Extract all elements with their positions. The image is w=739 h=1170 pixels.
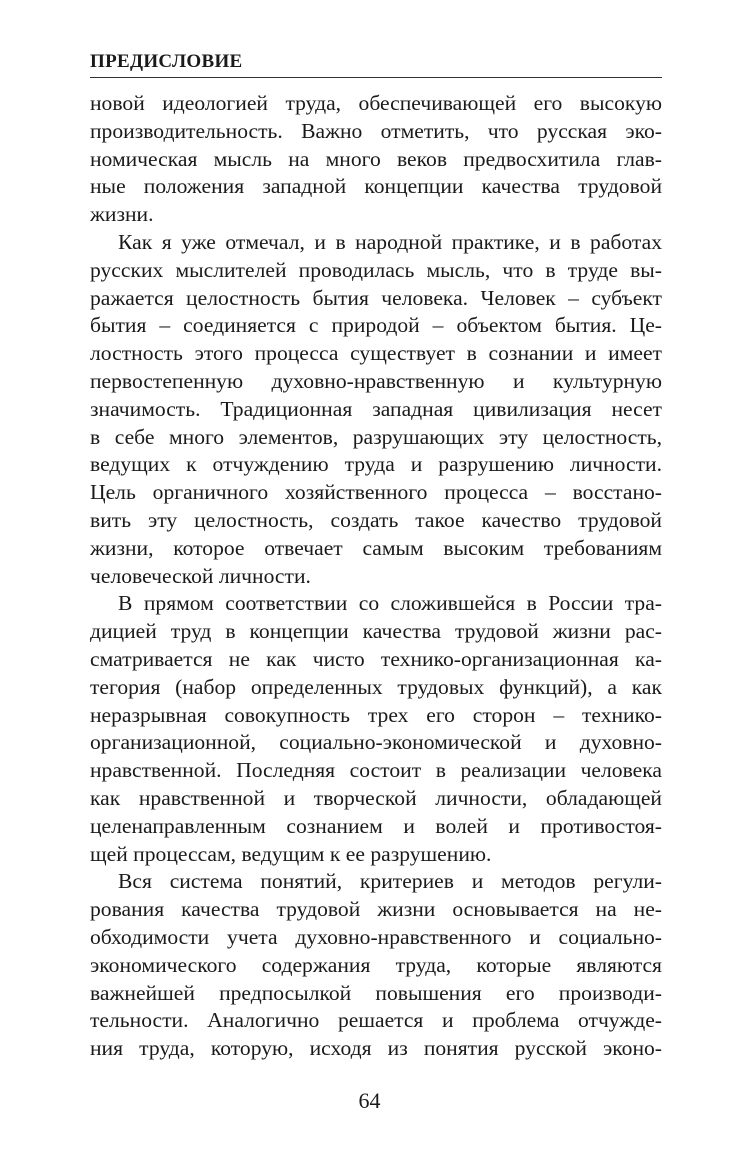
running-head: [90, 51, 662, 78]
text-line: ражается целостность бытия человека. Человек – субъект: [90, 285, 662, 310]
body-text: [90, 90, 662, 1063]
text-line: бытия – соединяется с природой – объектом бытия. Це-: [90, 313, 662, 338]
text-line: рования качества трудовой жизни основывается на не-: [90, 897, 662, 922]
text-line: целенаправленным сознанием и волей и противостоя-: [90, 813, 662, 838]
text-line: дицией труд в концепции качества трудовой жизни рас-: [90, 619, 662, 644]
text-line: сматривается не как чисто технико-организационная ка-: [90, 646, 662, 671]
text-line: тегория (набор определенных трудовых функций), а как: [90, 674, 662, 699]
text-line: жизни.: [90, 202, 154, 227]
text-line: неразрывная совокупность трех его сторон – технико-: [90, 702, 662, 727]
text-line: русских мыслителей проводилась мысль, что в труде вы-: [90, 257, 662, 282]
text-line: ведущих к отчуждению труда и разрушению личности.: [90, 452, 662, 477]
text-line: нравственной. Последняя состоит в реализации человека: [90, 758, 662, 783]
text-line: лостность этого процесса существует в сознании и имеет: [90, 341, 662, 366]
paragraph: [90, 90, 662, 229]
text-line: тельности. Аналогично решается и проблема отчужде-: [90, 1008, 662, 1033]
text-line: В прямом соответствии со сложившейся в России тра-: [118, 591, 662, 616]
text-line: первостепенную духовно-нравственную и культурную: [90, 368, 662, 393]
text-line: важнейшей предпосылкой повышения его производи-: [90, 980, 662, 1005]
page-number: 64: [358, 1088, 381, 1113]
text-line: производительность. Важно отметить, что русская эко-: [90, 118, 662, 143]
text-line: человеческой личности.: [90, 563, 311, 588]
text-line: Как я уже отмечал, и в народной практике, и в работах: [118, 229, 662, 254]
paragraph: [90, 590, 662, 868]
text-line: как нравственной и творческой личности, обладающей: [90, 785, 662, 810]
paragraph: [90, 868, 662, 1063]
text-line: Вся система понятий, критериев и методов регули-: [118, 869, 662, 894]
text-line: вить эту целостность, создать такое качество трудовой: [90, 507, 662, 532]
text-line: номическая мысль на много веков предвосхитила глав-: [90, 146, 662, 171]
text-line: щей процессам, ведущим к ее разрушению.: [90, 841, 492, 866]
text-line: Цель органичного хозяйственного процесса – восстано-: [90, 480, 662, 505]
text-line: в себе много элементов, разрушающих эту целостность,: [90, 424, 662, 449]
running-head-title: ПРЕДИСЛОВИЕ: [90, 51, 243, 72]
text-line: экономического содержания труда, которые являются: [90, 952, 662, 977]
text-line: ные положения западной концепции качества трудовой: [90, 174, 662, 199]
text-line: обходимости учета духовно-нравственного и социально-: [90, 924, 662, 949]
text-line: жизни, которое отвечает самым высоким требованиям: [90, 535, 662, 560]
text-line: значимость. Традиционная западная цивилизация несет: [90, 396, 662, 421]
paragraph: [90, 229, 662, 590]
text-line: ния труда, которую, исходя из понятия русской эконо-: [90, 1036, 662, 1061]
text-line: новой идеологией труда, обеспечивающей его высокую: [90, 91, 662, 115]
text-line: организационной, социально-экономической и духовно-: [90, 730, 662, 755]
